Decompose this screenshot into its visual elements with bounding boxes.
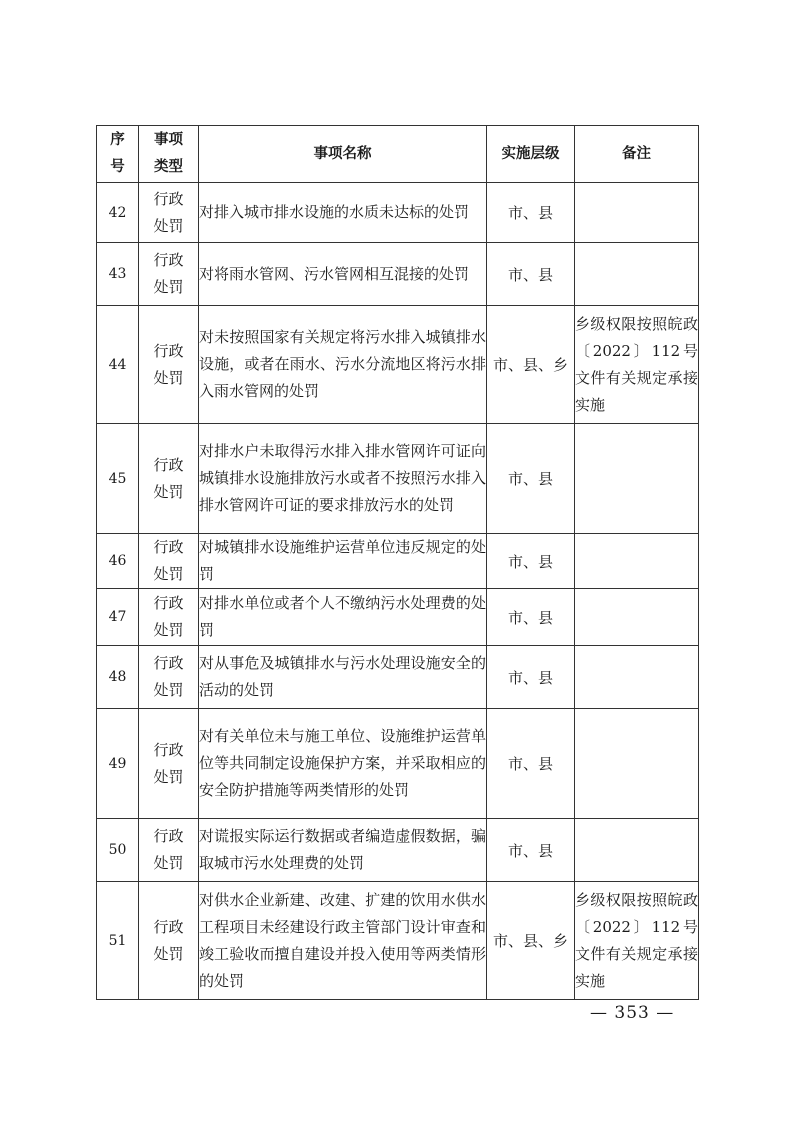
row-level: 市、县、乡 bbox=[487, 306, 575, 424]
table-row bbox=[97, 709, 699, 819]
row-name: 对谎报实际运行数据或者编造虚假数据，骗取城市污水处理费的处罚 bbox=[199, 819, 487, 882]
row-note bbox=[575, 183, 699, 243]
table-row bbox=[97, 646, 699, 709]
row-name: 对供水企业新建、改建、扩建的饮用水供水工程项目未经建设行政主管部门设计审查和竣工验收而擅自建设并投入使用等两类情形的处罚 bbox=[199, 882, 487, 1000]
table-row bbox=[97, 882, 699, 1000]
row-type: 行政 处罚 bbox=[139, 709, 199, 819]
row-seq: 51 bbox=[97, 882, 139, 1000]
row-type: 行政 处罚 bbox=[139, 306, 199, 424]
row-type: 行政 处罚 bbox=[139, 424, 199, 534]
row-name: 对有关单位未与施工单位、设施维护运营单位等共同制定设施保护方案，并采取相应的安全防护措施等两类情形的处罚 bbox=[199, 709, 487, 819]
row-seq: 44 bbox=[97, 306, 139, 424]
row-level: 市、县 bbox=[487, 819, 575, 882]
row-note: 乡级权限按照皖政〔2022〕112号文件有关规定承接实施 bbox=[575, 882, 699, 1000]
table-row bbox=[97, 306, 699, 424]
row-note bbox=[575, 243, 699, 306]
row-seq: 45 bbox=[97, 424, 139, 534]
table-header-row bbox=[97, 126, 699, 183]
row-note bbox=[575, 709, 699, 819]
row-seq: 50 bbox=[97, 819, 139, 882]
row-seq: 47 bbox=[97, 589, 139, 646]
row-seq: 42 bbox=[97, 183, 139, 243]
row-name: 对排水单位或者个人不缴纳污水处理费的处罚 bbox=[199, 589, 487, 646]
row-seq: 43 bbox=[97, 243, 139, 306]
row-note bbox=[575, 589, 699, 646]
row-seq: 49 bbox=[97, 709, 139, 819]
table-row bbox=[97, 424, 699, 534]
row-level: 市、县 bbox=[487, 589, 575, 646]
row-name: 对未按照国家有关规定将污水排入城镇排水设施，或者在雨水、污水分流地区将污水排入雨水管网的处罚 bbox=[199, 306, 487, 424]
table-row bbox=[97, 183, 699, 243]
row-level: 市、县 bbox=[487, 646, 575, 709]
table-row bbox=[97, 819, 699, 882]
row-name: 对从事危及城镇排水与污水处理设施安全的活动的处罚 bbox=[199, 646, 487, 709]
row-seq: 46 bbox=[97, 534, 139, 589]
row-type: 行政 处罚 bbox=[139, 243, 199, 306]
items-table bbox=[96, 125, 699, 1000]
header-name: 事项名称 bbox=[199, 126, 487, 183]
row-seq: 48 bbox=[97, 646, 139, 709]
row-name: 对城镇排水设施维护运营单位违反规定的处罚 bbox=[199, 534, 487, 589]
row-type: 行政 处罚 bbox=[139, 183, 199, 243]
row-type: 行政 处罚 bbox=[139, 882, 199, 1000]
table-row bbox=[97, 534, 699, 589]
row-type: 行政 处罚 bbox=[139, 534, 199, 589]
page-number: — 353 — bbox=[590, 1003, 675, 1023]
row-level: 市、县、乡 bbox=[487, 882, 575, 1000]
row-note: 乡级权限按照皖政〔2022〕112号文件有关规定承接实施 bbox=[575, 306, 699, 424]
table-row bbox=[97, 243, 699, 306]
row-note bbox=[575, 819, 699, 882]
row-note bbox=[575, 646, 699, 709]
row-type: 行政 处罚 bbox=[139, 589, 199, 646]
row-name: 对排入城市排水设施的水质未达标的处罚 bbox=[199, 183, 487, 243]
table-row bbox=[97, 589, 699, 646]
header-note: 备注 bbox=[575, 126, 699, 183]
row-level: 市、县 bbox=[487, 424, 575, 534]
row-level: 市、县 bbox=[487, 709, 575, 819]
header-level: 实施层级 bbox=[487, 126, 575, 183]
row-level: 市、县 bbox=[487, 243, 575, 306]
row-type: 行政 处罚 bbox=[139, 819, 199, 882]
row-note bbox=[575, 424, 699, 534]
header-seq: 序 号 bbox=[97, 126, 139, 183]
row-level: 市、县 bbox=[487, 183, 575, 243]
row-name: 对将雨水管网、污水管网相互混接的处罚 bbox=[199, 243, 487, 306]
row-type: 行政 处罚 bbox=[139, 646, 199, 709]
header-type: 事项 类型 bbox=[139, 126, 199, 183]
row-level: 市、县 bbox=[487, 534, 575, 589]
row-name: 对排水户未取得污水排入排水管网许可证向城镇排水设施排放污水或者不按照污水排入排水管网许可证的要求排放污水的处罚 bbox=[199, 424, 487, 534]
row-note bbox=[575, 534, 699, 589]
